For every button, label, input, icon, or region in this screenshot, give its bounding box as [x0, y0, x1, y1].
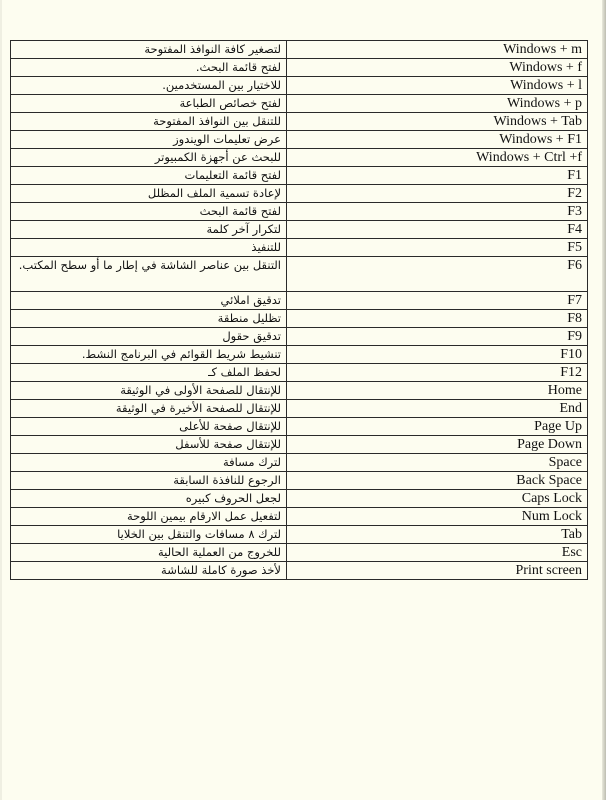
shortcut-key: End	[287, 400, 588, 418]
shortcut-key: F7	[287, 292, 588, 310]
table-row	[11, 257, 588, 292]
shortcut-key: Windows + m	[287, 41, 588, 59]
shortcut-key: Windows + f	[287, 59, 588, 77]
table-row	[11, 472, 588, 490]
table-row	[11, 490, 588, 508]
shortcut-description: للخروج من العملية الحالية	[11, 544, 287, 562]
shortcut-description: لتصغير كافة النوافذ المفتوحة	[11, 41, 287, 59]
shortcut-description: لإعادة تسمية الملف المظلل	[11, 185, 287, 203]
table-row	[11, 113, 588, 131]
page-right-edge	[602, 0, 606, 800]
shortcut-key: F3	[287, 203, 588, 221]
shortcut-description: لجعل الحروف كبيره	[11, 490, 287, 508]
shortcut-key: Space	[287, 454, 588, 472]
shortcut-key: F9	[287, 328, 588, 346]
page-left-edge	[0, 0, 2, 800]
shortcut-description: لحفظ الملف كـ	[11, 364, 287, 382]
shortcut-description: عرض تعليمات الويندوز	[11, 131, 287, 149]
table-row	[11, 562, 588, 580]
table-row	[11, 418, 588, 436]
shortcut-description: تنشيط شريط القوائم في البرنامج النشط.	[11, 346, 287, 364]
shortcut-description: للاختيار بين المستخدمين.	[11, 77, 287, 95]
shortcut-key: F4	[287, 221, 588, 239]
shortcut-description: لفتح قائمة البحث	[11, 203, 287, 221]
table-row	[11, 508, 588, 526]
table-row	[11, 526, 588, 544]
shortcut-description: لفتح قائمة البحث.	[11, 59, 287, 77]
shortcut-description: تدقيق املائي	[11, 292, 287, 310]
shortcut-key: Esc	[287, 544, 588, 562]
shortcut-key: Windows + Tab	[287, 113, 588, 131]
table-row	[11, 544, 588, 562]
shortcut-key: F1	[287, 167, 588, 185]
shortcut-description: لترك مسافة	[11, 454, 287, 472]
table-row	[11, 221, 588, 239]
table-row	[11, 131, 588, 149]
shortcut-key: Print screen	[287, 562, 588, 580]
table-row	[11, 239, 588, 257]
shortcut-key: F2	[287, 185, 588, 203]
shortcut-key: Windows + F1	[287, 131, 588, 149]
shortcut-description: للإنتقال صفحة للأعلى	[11, 418, 287, 436]
table-row	[11, 328, 588, 346]
shortcut-description: للإنتقال صفحة للأسفل	[11, 436, 287, 454]
shortcut-key: Num Lock	[287, 508, 588, 526]
shortcut-description: لترك ٨ مسافات والتنقل بين الخلايا	[11, 526, 287, 544]
shortcut-key: F10	[287, 346, 588, 364]
shortcut-description: لفتح قائمة التعليمات	[11, 167, 287, 185]
shortcut-description: لفتح خصائص الطباعة	[11, 95, 287, 113]
shortcut-key: F8	[287, 310, 588, 328]
shortcut-key: F6	[287, 257, 588, 292]
shortcut-description: تظليل منطقة	[11, 310, 287, 328]
table-row	[11, 95, 588, 113]
shortcut-description: للتنفيذ	[11, 239, 287, 257]
table-row	[11, 149, 588, 167]
shortcut-key: Windows + p	[287, 95, 588, 113]
shortcut-description: لأخذ صورة كاملة للشاشة	[11, 562, 287, 580]
table-row	[11, 364, 588, 382]
table-row	[11, 41, 588, 59]
table-row	[11, 203, 588, 221]
shortcut-description: الرجوع للنافذة السابقة	[11, 472, 287, 490]
shortcut-description: تدقيق حقول	[11, 328, 287, 346]
shortcut-key: Caps Lock	[287, 490, 588, 508]
table-row	[11, 310, 588, 328]
table-row	[11, 382, 588, 400]
table-row	[11, 185, 588, 203]
shortcut-key: F12	[287, 364, 588, 382]
shortcut-key: Home	[287, 382, 588, 400]
shortcut-description: لتكرار آخر كلمة	[11, 221, 287, 239]
shortcut-key: Page Down	[287, 436, 588, 454]
table-row	[11, 167, 588, 185]
shortcut-description: للتنقل بين النوافذ المفتوحة	[11, 113, 287, 131]
shortcut-key: Windows + Ctrl +f	[287, 149, 588, 167]
shortcut-description: التنقل بين عناصر الشاشة في إطار ما أو سطح المكتب.	[11, 257, 287, 292]
shortcut-description: للبحث عن أجهزة الكمبيوتر	[11, 149, 287, 167]
table-row	[11, 292, 588, 310]
shortcuts-table-body	[11, 41, 588, 580]
shortcut-key: F5	[287, 239, 588, 257]
table-row	[11, 346, 588, 364]
table-row	[11, 77, 588, 95]
shortcut-key: Page Up	[287, 418, 588, 436]
shortcuts-table	[10, 40, 588, 580]
shortcut-description: للإنتقال للصفحة الأخيرة في الوثيقة	[11, 400, 287, 418]
shortcut-key: Tab	[287, 526, 588, 544]
table-row	[11, 59, 588, 77]
table-row	[11, 454, 588, 472]
shortcut-key: Back Space	[287, 472, 588, 490]
shortcut-description: لتفعيل عمل الارقام بيمين اللوحة	[11, 508, 287, 526]
shortcut-key: Windows + l	[287, 77, 588, 95]
table-row	[11, 436, 588, 454]
table-row	[11, 400, 588, 418]
shortcut-description: للإنتقال للصفحة الأولى في الوثيقة	[11, 382, 287, 400]
